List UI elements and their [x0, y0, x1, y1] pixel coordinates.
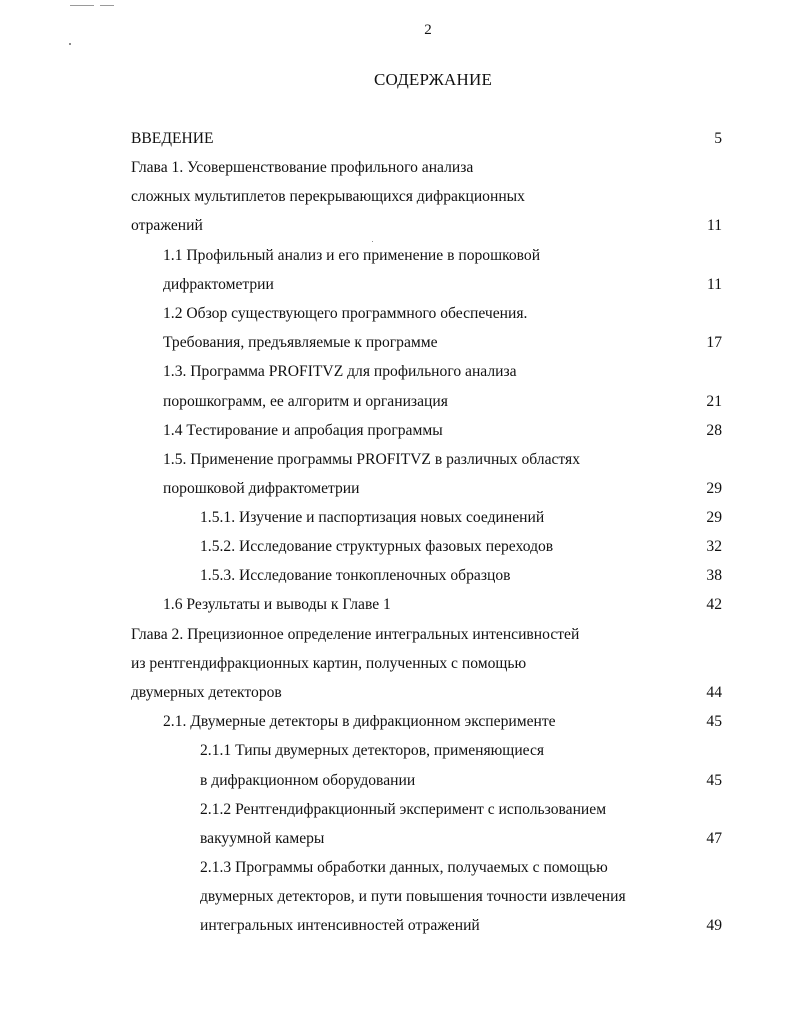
toc-page-number: 5 [714, 130, 722, 147]
toc-entry-section-2-1-1: в дифракционном оборудовании [200, 772, 416, 789]
toc-page-number: 21 [706, 393, 722, 410]
toc-page-number: 28 [706, 422, 722, 439]
toc-page-number: 29 [706, 509, 722, 526]
scan-artifact-line [100, 5, 114, 6]
toc-page-number: 44 [706, 684, 722, 701]
toc-entry-section-1-4: 1.4 Тестирование и апробация программы [163, 422, 443, 439]
toc-entry-section-1-2: 1.2 Обзор существующего программного обеспечения. [163, 305, 528, 322]
toc-page-number: 29 [706, 480, 722, 497]
toc-entry-section-2-1-1: 2.1.1 Типы двумерных детекторов, применяющиеся [200, 742, 545, 759]
toc-page-number: 42 [706, 596, 722, 613]
toc-title: СОДЕРЖАНИЕ [373, 70, 493, 89]
toc-entry-section-2-1-3: 2.1.3 Программы обработки данных, получаемых с помощью [200, 859, 608, 876]
toc-page-number: 17 [706, 334, 722, 351]
toc-entry-section-1-1: дифрактометрии [163, 276, 274, 293]
toc-page-number: 45 [706, 713, 722, 730]
scan-artifact-dot [69, 43, 71, 45]
page-number: 2 [424, 22, 432, 38]
toc-entry-section-1-5-2: 1.5.2. Исследование структурных фазовых переходов [200, 538, 554, 555]
toc-entry-section-2-1-2: 2.1.2 Рентгендифракционный эксперимент с использованием [200, 801, 607, 818]
toc-page-number: 49 [706, 917, 722, 934]
toc-entry-chapter-2-title: Глава 2. Прецизионное определение интегральных интенсивностей [131, 626, 580, 643]
toc-entry-chapter-2-title: из рентгендифракционных картин, полученных с помощью [131, 655, 527, 672]
toc-entry-chapter-1-title: Глава 1. Усовершенствование профильного анализа [131, 159, 474, 176]
toc-entry-section-1-3: 1.3. Программа PROFITVZ для профильного анализа [163, 363, 517, 380]
toc-entry-section-1-3: порошкограмм, ее алгоритм и организация [163, 393, 448, 410]
toc-entry-section-1-5: порошковой дифрактометрии [163, 480, 360, 497]
toc-entry-section-1-5-3: 1.5.3. Исследование тонкопленочных образцов [200, 567, 511, 584]
toc-page-number: 45 [706, 772, 722, 789]
toc-page-number: 38 [706, 567, 722, 584]
toc-entry-section-2-1-3: интегральных интенсивностей отражений [200, 917, 480, 934]
toc-entry-section-2-1: 2.1. Двумерные детекторы в дифракционном эксперименте [163, 713, 556, 730]
toc-entry-section-1-6: 1.6 Результаты и выводы к Главе 1 [163, 596, 391, 613]
toc-entry-section-1-5-1: 1.5.1. Изучение и паспортизация новых соединений [200, 509, 545, 526]
toc-entry-section-2-1-2: вакуумной камеры [200, 830, 325, 847]
toc-entry-chapter-1-title: отражений [131, 217, 203, 234]
toc-entry-introduction: ВВЕДЕНИЕ [131, 130, 214, 147]
toc-page-number: 11 [706, 217, 722, 234]
toc-page-number: 47 [706, 830, 722, 847]
toc-page-number: 32 [706, 538, 722, 555]
toc-entry-chapter-2-title: двумерных детекторов [131, 684, 282, 701]
toc-entry-section-1-5: 1.5. Применение программы PROFITVZ в различных областях [163, 451, 581, 468]
toc-entry-section-1-1: 1.1 Профильный анализ и его применение в порошковой [163, 247, 541, 264]
toc-page-number: 11 [706, 276, 722, 293]
scan-artifact-line [70, 5, 94, 6]
toc-entry-section-2-1-3: двумерных детекторов, и пути повышения точности извлечения [200, 888, 626, 905]
toc-entry-chapter-1-title: сложных мультиплетов перекрывающихся дифракционных [131, 188, 525, 205]
toc-entry-section-1-2: Требования, предъявляемые к программе [163, 334, 438, 351]
